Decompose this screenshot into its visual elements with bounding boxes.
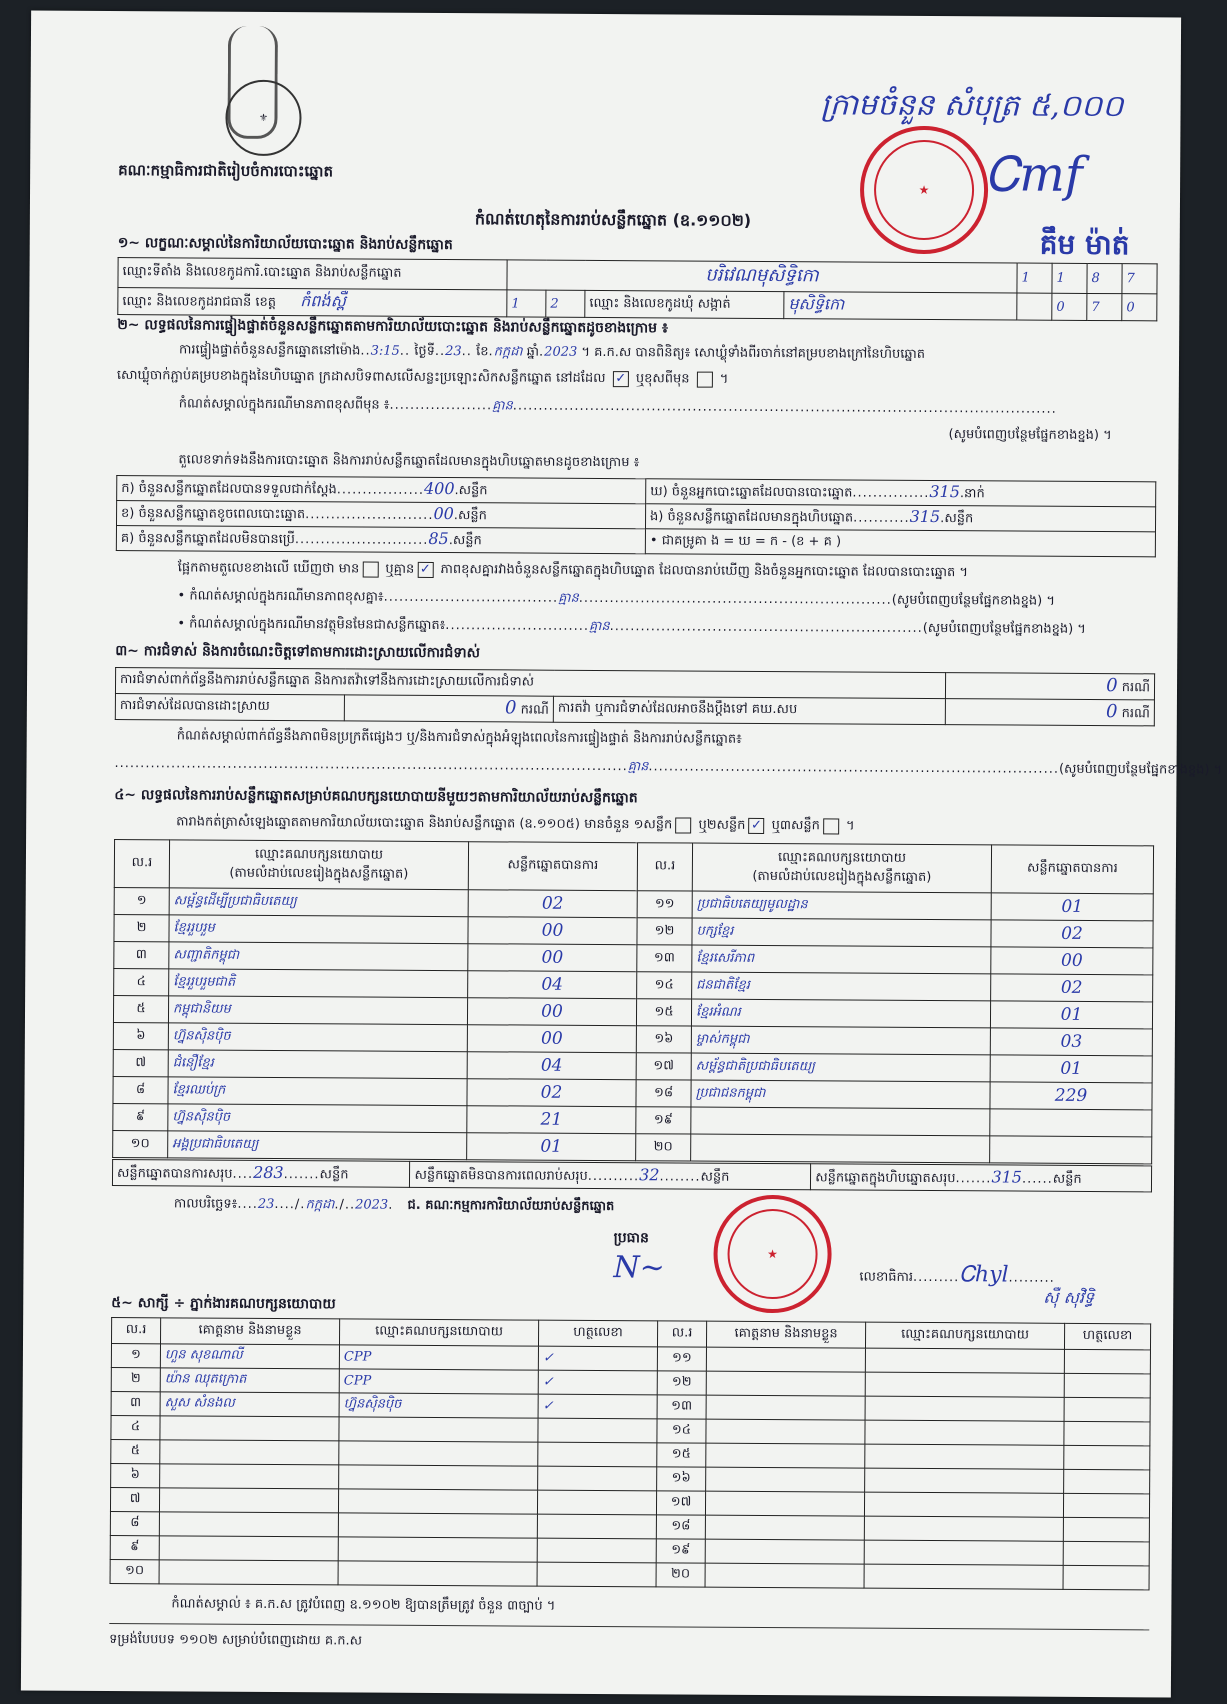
witness-name: [706, 1443, 865, 1468]
witness-signature: [1064, 1469, 1150, 1494]
chair-label: ប្រធាន: [613, 1230, 649, 1247]
col-name: គោត្តនាម និងនាមខ្លួន: [706, 1321, 865, 1348]
table-row: [113, 1131, 1152, 1164]
commune-code-digit: 7: [1087, 293, 1122, 320]
form-note: ទម្រង់បែបបទ ១១០២ សម្រាប់បំពេញដោយ គ.ក.ស: [109, 1632, 363, 1649]
code-digit: 1: [1052, 263, 1087, 293]
row-no: ៦: [113, 1023, 168, 1050]
witness-table: [110, 1317, 1152, 1590]
table-row: [110, 1560, 1149, 1590]
nec-logo-icon: ⚜: [225, 80, 301, 156]
witness-party: [865, 1396, 1064, 1421]
vote-count: 00: [991, 947, 1153, 975]
witness-party: [865, 1468, 1064, 1493]
spoiled-ballots-value: 00: [433, 503, 454, 524]
ballots-in-box-row: ង) ចំនួនសន្លឹកឆ្នោតដែលមានក្នុងហិបឆ្នោត...........315.សន្លឹក: [645, 504, 1155, 532]
row-no: ១: [111, 1344, 160, 1368]
total-in-box: សន្លឹកឆ្នោតក្នុងហិបឆ្នោតសរុប.......315......សន្លឹក: [811, 1164, 1152, 1192]
witness-party: [338, 1537, 537, 1562]
row-no: ១៨: [636, 1080, 691, 1107]
tally-sheets-line: តារាងកត់ត្រាសំឡេងឆ្នោតតាមការិយាល័យបោះឆ្នោត និងរាប់សន្លឹកឆ្នោត (ឧ.១១០៥) មានចំនួន ១សន្លឹក ឬ២សន្លឹក ✓ ឬ៣សន្លឹក ។: [176, 814, 855, 834]
row-no: ២០: [656, 1563, 705, 1587]
date-line: កាលបរិច្ឆេទ៖....23..../.កក្កដា./..2023. ជ. គណៈកម្មការការិយាល័យរាប់សន្លឹកឆ្នោត: [173, 1196, 615, 1215]
vote-count: 229: [990, 1082, 1152, 1110]
appeal-label: ការតវ៉ា ឬការជំទាស់ដែលអាចនឹងប្តឹងទៅ គឃ.សប: [553, 696, 945, 724]
witness-name: [160, 1416, 339, 1441]
witness-name: សួស សំនងល: [160, 1392, 339, 1417]
party-name: ខ្មែរសេរីភាព: [692, 945, 991, 974]
signature-name: គឹម ម៉ាត់: [1039, 227, 1130, 262]
section1-heading: ១~ លក្ខណៈសម្គាល់នៃការិយាល័យបោះឆ្នោត និងរាប់សន្លឹកឆ្នោត: [117, 235, 453, 254]
vote-count: 02: [991, 974, 1153, 1002]
voters-voted-row: ឃ) ចំនួនអ្នកបោះឆ្នោតដែលបានបោះឆ្នោត...............315.នាក់: [646, 479, 1156, 507]
row-no: ១០: [113, 1131, 168, 1158]
total-invalid: សន្លឹកឆ្នោតមិនបានការពេលរាប់សរុប..........32........សន្លឹក: [410, 1161, 811, 1189]
received-ballots-row: ក) ចំនួនសន្លឹកឆ្នោតដែលបានទទួលជាក់ស្តែង.................400.សន្លឹក: [117, 476, 646, 504]
spoiled-ballots-row: ខ) ចំនួនសន្លឹកឆ្នោតខូចពេលបោះឆ្នោត.........................00.សន្លឹក: [116, 501, 645, 529]
witness-party: [865, 1348, 1064, 1373]
commune-code-digit: 0: [1052, 293, 1087, 320]
witness-name: [159, 1512, 338, 1537]
party-name: អង្គប្រជាធិបតេយ្យ: [168, 1131, 467, 1160]
witness-signature: ✓: [538, 1370, 657, 1395]
party-name: បក្សខ្មែរ: [692, 918, 991, 947]
witness-party: CPP: [339, 1345, 538, 1370]
row-no: ១១: [657, 1347, 706, 1371]
row-no: ១៨: [656, 1515, 705, 1539]
secretary-name: ស៊ឺ សុវិទ្ធិ: [1043, 1287, 1095, 1308]
row-no: ៣: [114, 942, 169, 969]
province-label: ឈ្មោះ និងលេខកូដរាជធានី ខេត្ត កំពង់ស្ពឺ: [118, 288, 507, 317]
section1-table: [117, 257, 1157, 321]
witness-party: [339, 1441, 538, 1466]
witness-signature: ✓: [538, 1346, 657, 1371]
row-no: ៩: [113, 1104, 168, 1131]
verification-line: ការផ្ទៀងផ្ទាត់ចំនួនសន្លឹកឆ្នោតនៅម៉ោង..3:15.. ថ្ងៃទី..23.. ខែ.កក្កដា ឆ្នាំ.2023 ។ គ.ក.ស បានពិនិត្យ៖ សោឃ្លុំទាំងពីរចាក់នៅគម្របខាងក្រៅនៃហិបឆ្នោត: [179, 342, 926, 362]
polling-station-label: ឈ្មោះទីតាំង និងលេខកូដការិ.បោះឆ្នោត និងរាប់សន្លឹកឆ្នោត: [118, 258, 507, 290]
witness-party: [338, 1513, 537, 1538]
row-no: ១០: [110, 1560, 159, 1584]
witness-name: [160, 1440, 339, 1465]
witness-name: [706, 1419, 865, 1444]
party-name: កម្ពុជានិយម: [168, 996, 467, 1025]
object-note: • កំណត់សម្គាល់ក្នុងករណីមានវត្ថុមិនមែនជាសន្លឹកឆ្នោត៖............................គ្មាន.............................................................(សូមបំពេញបន្ថែមផ្នែកខាងខ្នង) ។: [177, 616, 1086, 637]
witness-name: ហួន សុខណាលី: [160, 1344, 339, 1369]
witness-name: [159, 1560, 338, 1585]
org-name: គណៈកម្មាធិការជាតិរៀបចំការបោះឆ្នោត: [118, 161, 334, 181]
party-name: ប្រជាជនកម្ពុជា: [691, 1080, 990, 1109]
irregularity-note-value: គ្មាន: [627, 759, 649, 775]
row-no: ១៤: [637, 972, 692, 999]
witness-signature: [538, 1418, 657, 1443]
object-note-value: គ្មាន: [589, 618, 610, 635]
page-title: កំណត់ហេតុនៃការរាប់សន្លឹកឆ្នោត (ឧ.១១០២): [474, 209, 752, 230]
party-name: ប្រជាធិបតេយ្យមូលដ្ឋាន: [692, 891, 991, 920]
row-no: ១៣: [657, 1395, 706, 1419]
signature-top: Ꮯmf: [984, 146, 1083, 203]
vote-count: 00: [468, 944, 637, 972]
witness-name: [705, 1515, 864, 1540]
official-stamp-bottom: ★: [713, 1195, 832, 1314]
col-name: គោត្តនាម និងនាមខ្លួន: [160, 1318, 339, 1345]
vote-count: 02: [468, 890, 637, 918]
row-no: ៨: [113, 1077, 168, 1104]
witness-party: [864, 1516, 1063, 1541]
vote-count: 01: [467, 1133, 636, 1161]
witness-signature: [1064, 1373, 1150, 1398]
complaints-label: ការជំទាស់ពាក់ព័ន្ធនឹងការរាប់សន្លឹកឆ្នោត និងការតវ៉ាទៅនឹងការដោះស្រាយលើការជំទាស់: [115, 668, 945, 699]
witness-signature: [1063, 1517, 1149, 1542]
row-no: ១៧: [656, 1491, 705, 1515]
row-no: ២០: [636, 1134, 691, 1161]
vote-count: 01: [990, 1055, 1152, 1083]
party-name: ហ្វ៊ុនស៊ិនប៉ិច: [168, 1023, 467, 1052]
appeal-count: 0 ករណី: [945, 699, 1154, 726]
party-name: ខ្មែរឈប់ក្រ: [168, 1077, 467, 1106]
witness-party: [338, 1489, 537, 1514]
row-no: ៣: [111, 1392, 160, 1416]
row-no: ១១: [637, 891, 692, 918]
commune-value: មុសិទ្ធិកោ: [784, 292, 1017, 320]
witness-signature: [1063, 1493, 1149, 1518]
witness-signature: [537, 1538, 656, 1563]
month-value: កក្កដា: [493, 344, 523, 360]
received-ballots-value: 400: [423, 478, 455, 499]
row-no: ១៣: [637, 945, 692, 972]
witness-name: [705, 1491, 864, 1516]
code-digit: 7: [1122, 264, 1157, 294]
witness-name: [705, 1539, 864, 1564]
vote-count: 02: [991, 920, 1153, 948]
witness-party: CPP: [339, 1369, 538, 1394]
vote-count: 21: [467, 1106, 636, 1134]
row-no: ៦: [111, 1464, 160, 1488]
handwritten-note: ក្រាមចំនួន សំបុត្រ ៥,០០០: [820, 87, 1124, 125]
col-no: ល.រ: [114, 840, 169, 888]
witness-signature: [1064, 1445, 1150, 1470]
province-code-digit: 2: [546, 290, 585, 317]
col-party: ឈ្មោះគណបក្សនយោបាយ: [339, 1319, 538, 1346]
witness-party: [338, 1561, 537, 1586]
resolved-label: ការជំទាស់ដែលបានដោះស្រាយ: [115, 694, 344, 721]
vote-count: 02: [467, 1079, 636, 1107]
witness-name: យ៉ាន ឈុតក្រោត: [160, 1368, 339, 1393]
col-party: ឈ្មោះគណបក្សនយោបាយ (តាមលំដាប់លេខរៀងក្នុងសន្លឹកឆ្នោត): [169, 840, 468, 890]
complaints-count: 0 ករណី: [945, 673, 1154, 700]
same-checkbox[interactable]: ✓: [613, 371, 629, 387]
commune-label: ឈ្មោះ និងលេខកូដឃុំ សង្កាត់: [585, 290, 784, 318]
row-no: ១: [114, 888, 169, 915]
col-no: ល.រ: [657, 1321, 706, 1347]
witness-signature: [1064, 1421, 1150, 1446]
chair-signature: N~: [613, 1250, 665, 1286]
row-no: ៤: [111, 1416, 160, 1440]
vote-count: 01: [991, 893, 1153, 921]
row-no: ៨: [110, 1512, 159, 1536]
row-no: ១៥: [657, 1443, 706, 1467]
total-in-box-value: 315: [991, 1166, 1023, 1187]
row-no: ១៤: [657, 1419, 706, 1443]
figures-table: [116, 475, 1156, 557]
col-party: ឈ្មោះគណបក្សនយោបាយ: [865, 1322, 1064, 1349]
col-no: ល.រ: [112, 1318, 161, 1344]
row-no: ៥: [113, 996, 168, 1023]
witness-signature: ✓: [538, 1394, 657, 1419]
witness-signature: [538, 1466, 657, 1491]
row-no: ១៥: [636, 999, 691, 1026]
witness-signature: [1063, 1565, 1149, 1590]
witness-name: [706, 1371, 865, 1396]
figures-intro: តួលេខទាក់ទងនឹងការបោះឆ្នោត និងការរាប់សន្លឹកឆ្នោតដែលមានក្នុងហិបឆ្នោតមានដូចខាងក្រោម ៖: [178, 452, 640, 471]
footer-note: កំណត់សម្គាល់ ៖ គ.ក.ស ត្រូវបំពេញ ឧ.១១០២ ឱ្យបានត្រឹមត្រូវ ចំនួន ៣ច្បាប់ ។: [171, 1596, 556, 1614]
witness-signature: [537, 1562, 656, 1587]
vote-count: 01: [990, 1001, 1152, 1029]
witness-party: ហ្វ៊ុនស៊ិនប៉ិច: [339, 1393, 538, 1418]
voters-voted-value: 315: [929, 481, 961, 502]
code-digit: 8: [1087, 263, 1122, 293]
day-value: 23: [445, 344, 462, 360]
irregularity-note: កំណត់សម្គាល់ពាក់ព័ន្ធនឹងភាពមិនប្រក្រតីផ្សេងៗ ឬ/និងការជំទាស់ក្នុងអំឡុងពេលនៃការផ្ទៀងផ្ទាត់ និងការរាប់សន្លឹកឆ្នោត៖: [176, 728, 742, 747]
witness-party: [339, 1417, 538, 1442]
resolved-count: 0 ករណី: [344, 695, 553, 722]
vote-count: [990, 1136, 1152, 1164]
col-sign: ហត្ថលេខា: [538, 1320, 657, 1347]
witness-name: [705, 1563, 864, 1588]
vote-count: 00: [467, 998, 636, 1026]
three-sheets-checkbox[interactable]: [823, 818, 839, 834]
witness-signature: [1064, 1397, 1150, 1422]
irregularity-note-line: ....................................................................................................គ្មាន................................................................................(សូមបំពេញបន្ថែមផ្នែកខាងខ្នង) ។: [114, 756, 1223, 778]
commune-code-digit: 0: [1122, 294, 1157, 321]
party-name: ខ្មែរអំណរ: [691, 999, 990, 1028]
party-name: សញ្ជាតិកម្ពុជា: [169, 942, 468, 971]
party-name: ហ្វ៊ុនស៊ិនប៉ិច: [168, 1104, 467, 1133]
row-no: ៧: [110, 1488, 159, 1512]
section5-heading: ៥~ សាក្សី ÷ ភ្នាក់ងារគណបក្សនយោបាយ: [111, 1295, 336, 1313]
row-no: ១៧: [636, 1053, 691, 1080]
party-name: [691, 1134, 990, 1163]
row-no: ១២: [657, 1371, 706, 1395]
time-value: 3:15: [370, 343, 400, 359]
footer-divider: [109, 1623, 1149, 1630]
total-valid-value: 283: [253, 1162, 284, 1182]
vote-count: 00: [467, 1025, 636, 1053]
witness-name: [706, 1347, 865, 1372]
code-digit: 1: [1017, 263, 1052, 293]
vote-count: 04: [468, 971, 637, 999]
changed-checkbox[interactable]: [697, 371, 713, 387]
complaints-table: [115, 667, 1155, 726]
row-no: ៧: [113, 1050, 168, 1077]
col-votes: សន្លឹកឆ្នោតបានការ: [468, 842, 637, 891]
difference-note-2-value: គ្មាន: [558, 590, 579, 606]
secretary-line: លេខាធិការ.........Ꮯhyl.........: [859, 1262, 1055, 1288]
row-no: ៩: [110, 1536, 159, 1560]
col-votes: សន្លឹកឆ្នោតបានការ: [991, 845, 1153, 894]
results-table: [112, 839, 1154, 1164]
vote-count: [990, 1109, 1152, 1137]
ballots-in-box-value: 315: [909, 506, 941, 527]
difference-note: កំណត់សម្គាល់ក្នុងករណីមានភាពខុសពីមុន ៖....................គ្មាន..........................................................................................................: [178, 396, 1057, 417]
difference-note-value: គ្មាន: [492, 398, 513, 414]
witness-name: [160, 1464, 339, 1489]
witness-name: [706, 1395, 865, 1420]
total-valid: សន្លឹកឆ្នោតបានការសរុប....283.......សន្លឹក: [112, 1160, 410, 1188]
two-sheets-checkbox[interactable]: ✓: [748, 817, 764, 833]
row-no: ១៦: [657, 1467, 706, 1491]
row-no: ១៦: [636, 1026, 691, 1053]
polling-station-value: បរិវេណមុសិទ្ធិកោ: [507, 260, 1017, 293]
committee-label: ជ. គណៈកម្មការការិយាល័យរាប់សន្លឹកឆ្នោត: [407, 1197, 615, 1215]
witness-name: [159, 1536, 338, 1561]
document-sheet: [21, 11, 1223, 1698]
no-difference-checkbox[interactable]: ✓: [417, 561, 433, 577]
witness-party: [865, 1444, 1064, 1469]
section3-heading: ៣~ ការជំទាស់ និងការចំណេះចិត្តទៅតាមការដោះស្រាយលើការជំទាស់: [115, 643, 480, 662]
row-no: ៤: [114, 969, 169, 996]
party-name: ជំនឿខ្មែរ: [168, 1050, 467, 1079]
row-no: ២: [111, 1368, 160, 1392]
province-code-digit: 1: [507, 290, 546, 317]
witness-party: [865, 1420, 1064, 1445]
witness-party: [865, 1372, 1064, 1397]
one-sheet-checkbox[interactable]: [675, 817, 691, 833]
vote-count: 03: [990, 1028, 1152, 1056]
year-value: 2023: [544, 344, 578, 360]
section2-heading: ២~ លទ្ធផលនៃការផ្ទៀងផ្ទាត់ចំនួនសន្លឹកឆ្នោតតាមការិយាល័យបោះឆ្នោត និងរាប់សន្លឹកឆ្នោតដូចខាងក្រោម ៖: [117, 317, 669, 337]
unused-ballots-value: 85: [428, 528, 449, 549]
has-difference-checkbox[interactable]: [362, 561, 378, 577]
secretary-signature: Ꮯhyl: [959, 1262, 1009, 1288]
party-name: សម្ព័ន្ធដើម្បីប្រជាធិបតេយ្យ: [169, 888, 468, 917]
witness-party: [864, 1492, 1063, 1517]
seal-line: សោឃ្លុំចាក់ភ្ជាប់គម្របខាងក្នុងនៃហិបឆ្នោត ក្រដាសបិទពាសលើសន្លះប្រឡោះសិកសន្លឹកឆ្នោត នៅដដែល ✓ ឬខុសពីមុន ។: [116, 368, 729, 387]
row-no: ១៩: [636, 1107, 691, 1134]
party-name: ជនជាតិខ្មែរ: [692, 972, 991, 1001]
col-party: ឈ្មោះគណបក្សនយោបាយ (តាមលំដាប់លេខរៀងក្នុងសន្លឹកឆ្នោត): [692, 843, 991, 893]
total-invalid-value: 32: [639, 1164, 660, 1184]
official-stamp-top: ★: [860, 126, 989, 255]
party-name: ម្ចាស់កម្ពុជា: [691, 1026, 990, 1055]
formula: • ជាគម្រូគា ង = ឃ = ក - (ខ + គ ): [645, 529, 1155, 557]
col-sign: ហត្ថលេខា: [1064, 1323, 1150, 1350]
vote-count: 04: [467, 1052, 636, 1080]
vote-count: 00: [468, 917, 637, 945]
discrepancy-check: ផ្អែកតាមតួលេខខាងលើ ឃើញថា មាន ឬគ្មាន ✓ ភាពខុសគ្នារវាងចំនួនសន្លឹកឆ្នោតក្នុងហិបឆ្នោត ដែលបានរាប់ឃើញ និងចំនួនអ្នកបោះឆ្នោត ដែលបានបោះឆ្នោត ។: [177, 560, 969, 581]
fill-hint: (សូមបំពេញបន្ថែមផ្នែកខាងខ្នង) ។: [948, 427, 1112, 444]
party-name: [691, 1107, 990, 1136]
witness-signature: [538, 1442, 657, 1467]
row-no: ២: [114, 915, 169, 942]
province-value: កំពង់ស្ពឺ: [300, 291, 346, 311]
section4-heading: ៤~ លទ្ធផលនៃការរាប់សន្លឹកឆ្នោតសម្រាប់គណបក្សនយោបាយនីមួយៗតាមការិយាល័យរាប់សន្លឹកឆ្នោត: [114, 787, 638, 807]
row-no: ១៩: [656, 1539, 705, 1563]
party-name: សម្ព័ន្ធជាតិប្រជាធិបតេយ្យ: [691, 1053, 990, 1082]
results-totals: [112, 1159, 1152, 1192]
witness-signature: [537, 1514, 656, 1539]
col-no: ល.រ: [637, 843, 692, 891]
witness-party: [864, 1540, 1063, 1565]
witness-name: [706, 1467, 865, 1492]
row-no: ៥: [111, 1440, 160, 1464]
difference-note-2: • កំណត់សម្គាល់ក្នុងករណីមានភាពខុសគ្នា៖..................................គ្មាន.............................................................(សូមបំពេញបន្ថែមផ្នែកខាងខ្នង) ។: [177, 588, 1056, 609]
witness-signature: [1063, 1541, 1149, 1566]
witness-name: [159, 1488, 338, 1513]
witness-signature: [537, 1490, 656, 1515]
party-name: ខ្មែររួបរួម: [169, 915, 468, 944]
row-no: ១២: [637, 918, 692, 945]
witness-signature: [1064, 1349, 1150, 1374]
witness-party: [864, 1564, 1063, 1589]
unused-ballots-row: គ) ចំនួនសន្លឹកឆ្នោតដែលមិនបានប្រើ..........................85.សន្លឹក: [116, 526, 645, 554]
party-name: ខ្មែររួបរួមជាតិ: [169, 969, 468, 998]
witness-party: [339, 1465, 538, 1490]
